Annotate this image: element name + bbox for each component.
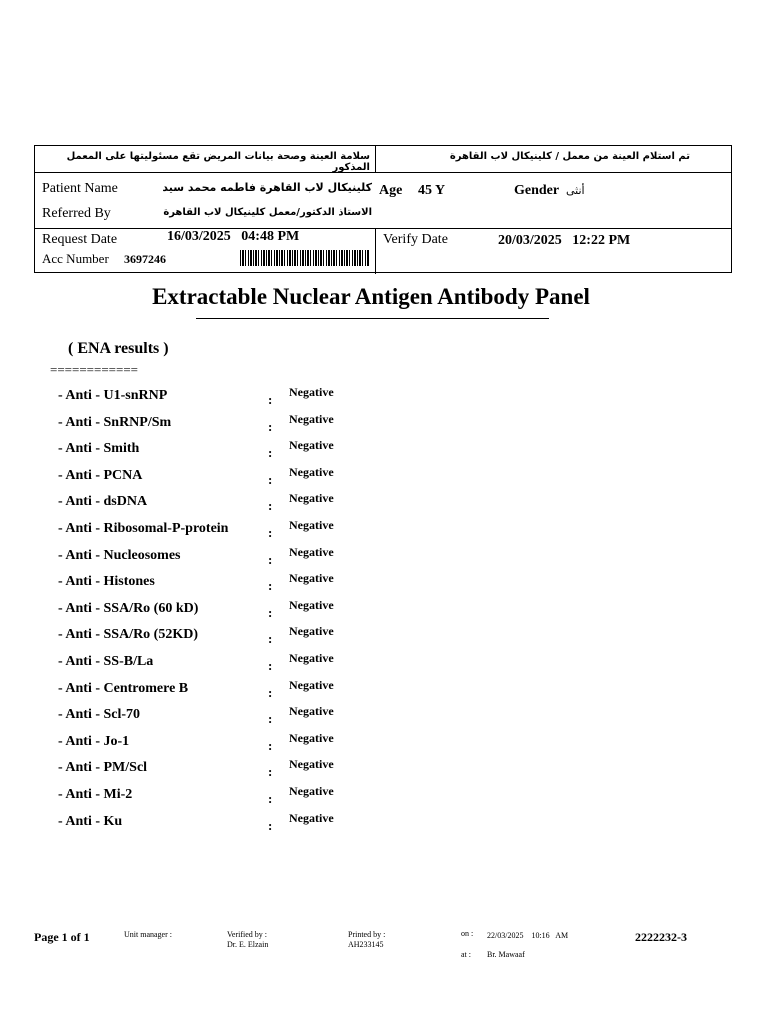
test-result: Negative: [289, 810, 334, 825]
test-result: Negative: [289, 757, 334, 772]
test-name: - Anti - SSA/Ro (52KD): [58, 627, 199, 643]
test-name: - Anti - U1-snRNP: [58, 388, 168, 403]
test-name: - Anti - Ribosomal-P-protein: [58, 521, 229, 536]
test-name: - Anti - PCNA: [58, 467, 143, 483]
test-name: - Anti - PM/Scl: [58, 760, 148, 776]
result-row: [0, 784, 400, 813]
page-number: Page 1 of 1: [34, 930, 90, 944]
gender-label: Gender: [514, 183, 560, 198]
result-row: [0, 544, 400, 574]
separator-colon: :: [268, 578, 273, 594]
on-value: 22/03/2025 10:16 AM: [487, 931, 569, 940]
result-row: [0, 385, 400, 414]
result-row: [0, 411, 400, 441]
report-title: Extractable Nuclear Antigen Antibody Panel: [152, 284, 590, 309]
test-result: Negative: [289, 624, 334, 639]
result-row: [0, 651, 400, 680]
separator-colon: :: [268, 551, 273, 567]
result-row: [0, 624, 400, 653]
age-value: 45 Y: [418, 183, 446, 198]
gender-value: أنثى: [566, 184, 585, 197]
test-name: - Anti - Smith: [58, 441, 140, 457]
result-row: [0, 757, 400, 786]
test-result: Negative: [289, 491, 334, 506]
result-row: [0, 730, 400, 760]
test-name: - Anti - Centromere B: [58, 680, 189, 696]
result-row: [0, 518, 400, 547]
verify-date-value: 20/03/2025 12:22 PM: [498, 233, 631, 248]
result-row: [0, 438, 400, 467]
header-divider: [375, 146, 376, 172]
at-label: at :: [461, 950, 471, 959]
acc-number-label: Acc Number: [42, 251, 109, 266]
age-label: Age: [379, 183, 403, 198]
test-name: - Anti - dsDNA: [58, 494, 148, 510]
referred-by-value: الاستاذ الدكتور/معمل كلينيكال لاب القاهرة: [163, 207, 372, 218]
result-row: [0, 464, 400, 494]
section-title: ( ENA results ): [68, 340, 169, 357]
result-row: [0, 597, 400, 627]
test-result: Negative: [289, 438, 334, 453]
barcode: [240, 250, 370, 266]
request-date-label: Request Date: [42, 232, 118, 247]
printed-by-value: AH233145: [348, 940, 384, 949]
result-row: [0, 677, 400, 707]
test-name: - Anti - SnRNP/Sm: [58, 414, 172, 430]
test-name: - Anti - Ku: [58, 813, 123, 829]
test-name: - Anti - Scl-70: [58, 707, 141, 723]
separator-colon: :: [268, 764, 273, 780]
patient-name-value: كلينيكال لاب القاهرة فاطمه محمد سيد: [162, 181, 372, 194]
separator-colon: :: [268, 791, 273, 806]
referred-by-label: Referred By: [42, 206, 111, 221]
separator-colon: :: [268, 525, 273, 540]
test-result: Negative: [289, 385, 334, 399]
title-underline: [196, 318, 549, 319]
separator-colon: :: [268, 498, 273, 514]
separator-colon: :: [268, 445, 273, 461]
test-result: Negative: [289, 464, 334, 479]
separator-colon: :: [268, 817, 273, 833]
test-name: - Anti - Mi-2: [58, 787, 133, 802]
test-name: - Anti - SS-B/La: [58, 654, 154, 669]
result-row: [0, 704, 400, 733]
separator-colon: :: [268, 392, 273, 407]
test-result: Negative: [289, 784, 334, 798]
test-result: Negative: [289, 597, 334, 612]
test-name: - Anti - Histones: [58, 574, 155, 590]
unit-manager-label: Unit manager :: [124, 930, 172, 939]
separator-colon: :: [268, 631, 273, 647]
report-code: 2222232-3: [635, 930, 687, 944]
result-row: [0, 571, 400, 600]
test-result: Negative: [289, 704, 334, 719]
printed-by-label: Printed by :: [348, 930, 386, 939]
separator-colon: :: [268, 604, 273, 620]
acc-number-value: 3697246: [124, 252, 166, 266]
test-result: Negative: [289, 411, 334, 426]
test-result: Negative: [289, 651, 334, 665]
verified-by-value: Dr. E. Elzain: [227, 940, 269, 949]
separator-colon: :: [268, 684, 273, 700]
request-date-value: 16/03/2025 04:48 PM: [167, 229, 300, 244]
result-row: [0, 491, 400, 520]
test-name: - Anti - Nucleosomes: [58, 547, 181, 563]
test-name: - Anti - SSA/Ro (60 kD): [58, 600, 199, 616]
test-result: Negative: [289, 730, 334, 745]
test-name: - Anti - Jo-1: [58, 733, 130, 749]
separator-colon: :: [268, 658, 273, 673]
result-row: [0, 810, 400, 840]
header-divider: [35, 228, 731, 229]
sample-received-note: تم استلام العينة من معمل / كلينيكال لاب القاهرة: [449, 151, 690, 162]
verify-date-label: Verify Date: [383, 232, 448, 247]
test-result: Negative: [289, 571, 334, 586]
separator-colon: :: [268, 471, 273, 487]
on-label: on :: [461, 929, 474, 938]
test-result: Negative: [289, 677, 334, 692]
separator-colon: :: [268, 711, 273, 727]
section-underline: ============: [50, 362, 138, 377]
test-result: Negative: [289, 544, 334, 559]
separator-colon: :: [268, 737, 273, 753]
patient-name-label: Patient Name: [42, 181, 118, 196]
separator-colon: :: [268, 418, 273, 434]
verified-by-label: Verified by :: [227, 930, 267, 939]
test-result: Negative: [289, 518, 334, 532]
lab-responsibility-note: سلامة العينة وصحة بيانات المريض تقع مسئوليتها على المعمل المذكور: [66, 151, 370, 173]
at-value: Br. Mawaaf: [487, 950, 525, 959]
header-divider: [375, 228, 376, 274]
